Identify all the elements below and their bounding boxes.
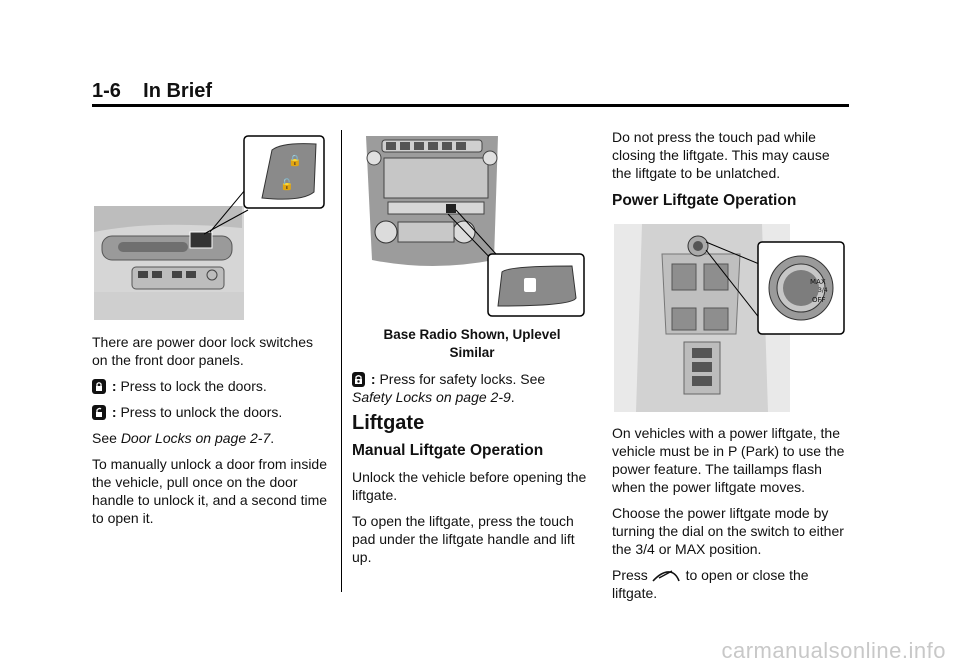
safety-locks-link[interactable]: Safety Locks on page 2-9 [352, 389, 511, 405]
press-row [612, 566, 852, 602]
svg-text:🔓: 🔓 [280, 178, 294, 191]
manual-paragraph-1: Unlock the vehicle before opening the liftgate. [352, 469, 587, 503]
liftgate-icon [652, 569, 680, 583]
door-locks-link[interactable]: Door Locks on page 2-7 [120, 430, 271, 446]
power-paragraph-1: On vehicles with a power liftgate, the vehicle must be in P (Park) to use the power feature. The taillamps flash when the power liftgate moves. [612, 425, 845, 495]
manual-unlock-paragraph: To manually unlock a door from inside the vehicle, pull once on the door handle to unlock it, and a second time to open it. [92, 456, 328, 526]
press-prefix: Press [612, 567, 648, 583]
warning-paragraph: Do not press the touch pad while closing the liftgate. This may cause the liftgate to be unlatched. [612, 129, 830, 181]
column-1 [92, 333, 332, 535]
figure-caption [352, 326, 592, 362]
manual-liftgate-heading: Manual Liftgate Operation [352, 442, 544, 459]
unlock-icon [92, 405, 106, 420]
press-suffix: to open or close the liftgate. [612, 567, 809, 601]
caption-line-1: Base Radio Shown, Uplevel [383, 327, 561, 342]
header-rule [92, 104, 849, 107]
column-3-bottom [612, 424, 852, 610]
section-title: In Brief [143, 80, 213, 102]
see-door-locks [92, 429, 332, 447]
door-panel-figure [92, 132, 328, 324]
unlock-row: : Press to unlock the doors. [92, 403, 332, 421]
liftgate-heading: Liftgate [352, 412, 425, 434]
intro-paragraph: There are power door lock switches on the front door panels. [92, 334, 313, 368]
power-liftgate-heading: Power Liftgate Operation [612, 192, 797, 209]
liftgate-switch-figure [612, 224, 848, 414]
dial-max-label: MAX [810, 278, 826, 286]
lock-icon [92, 379, 106, 394]
lock-label: Press to lock the doors. [120, 378, 267, 394]
column-3-top [612, 128, 852, 210]
unlock-label: Press to unlock the doors. [120, 404, 283, 420]
dial-off-label: OFF [812, 296, 826, 304]
svg-text:🔒: 🔒 [288, 154, 302, 167]
safety-lock-icon [352, 372, 365, 387]
lock-row: : Press to lock the doors. [92, 377, 332, 395]
safety-suffix: . [510, 389, 515, 405]
radio-panel-figure [352, 132, 588, 322]
manual-paragraph-2: To open the liftgate, press the touch pad under the liftgate handle and lift up. [352, 513, 575, 565]
power-paragraph-2: Choose the power liftgate mode by turning the dial on the switch to either the 3/4 or MAX position. [612, 505, 844, 557]
see-suffix: . [270, 430, 275, 446]
safety-text: Press for safety locks. See [379, 371, 546, 387]
column-2 [352, 326, 592, 574]
column-divider [341, 130, 342, 592]
page-title [92, 80, 212, 103]
caption-line-2: Similar [449, 345, 495, 360]
page-number: 1-6 [92, 80, 121, 102]
dial-34-label: 3/4 [818, 287, 828, 294]
safety-lock-row: : Press for safety locks. See Safety Locks on page 2-9. [352, 371, 546, 405]
see-prefix: See [92, 430, 117, 446]
watermark: carmanualsonline.info [721, 638, 946, 663]
